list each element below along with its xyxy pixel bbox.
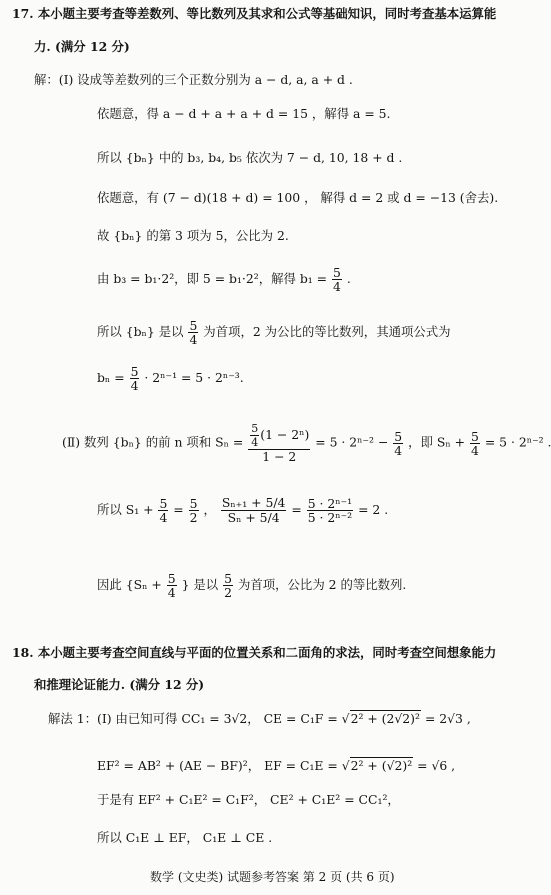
q17-line-sum: 依题意，得 a − d + a + a + d = 15 ，解得 a = 5.: [97, 106, 391, 121]
q17-line-geometric: 所以 {bₙ} 是以 $\frac{5}{4}$ 为首项，2 为公比的等比数列，其通项公式为: [97, 318, 451, 347]
q17-line-ratio: 故 {bₙ} 的第 3 项为 5，公比为 2.: [97, 228, 289, 243]
q17-line-ratio-check: 所以 S₁ + $\frac{5}{4}$ = $\frac{5}{2}$ ， $\frac{\text{Sₙ₊₁ + 5/4}}{\text{Sₙ + 5/4}}$ = $\frac{\text{5 · 2ⁿ⁻¹}}{\text{5 · 2ⁿ⁻²}}$ = 2 .: [97, 495, 389, 525]
q18-line-perpendicular: 所以 C₁E ⊥ EF， C₁E ⊥ CE .: [97, 830, 273, 845]
q17-line-solve-d: 依题意，有 (7 − d)(18 + d) = 100 ， 解得 d = 2 或 d = −13 (舍去).: [97, 190, 499, 205]
page-footer: 数学 (文史类) 试题参考答案 第 2 页 (共 6 页): [150, 870, 395, 884]
q17-heading-line2: 力. (满分 12 分): [34, 39, 130, 54]
q18-line-lengths: 解法 1：(Ⅰ) 由已知可得 CC₁ = 3√2， CE = C₁F = √2² + (2√2)² = 2√3 ,: [48, 711, 471, 726]
q18-line-ef: EF² = AB² + (AE − BF)²， EF = C₁E = √2² + (√2)² = √6 ,: [97, 758, 456, 773]
q17-line-b1: 由 b₃ = b₁·2²，即 5 = b₁·2²，解得 b₁ = $\frac{5}{4}$ .: [97, 265, 351, 294]
q17-line-terms: 所以 {bₙ} 中的 b₃, b₄, b₅ 依次为 7 − d, 10, 18 + d .: [97, 150, 403, 165]
q17-line-general-term: bₙ = $\frac{5}{4}$ · 2ⁿ⁻¹ = 5 · 2ⁿ⁻³.: [97, 364, 244, 393]
q18-heading-line2: 和推理论证能力. (满分 12 分): [34, 677, 205, 692]
q18-heading-line1: 18. 本小题主要考查空间直线与平面的位置关系和二面角的求法，同时考查空间想象能力: [12, 645, 497, 660]
q18-line-pythagoras: 于是有 EF² + C₁E² = C₁F²， CE² + C₁E² = CC₁²，: [97, 792, 400, 807]
q17-heading-line1: 17. 本小题主要考查等差数列、等比数列及其求和公式等基础知识，同时考查基本运算能: [12, 6, 497, 21]
q17-line-setup: 解：(Ⅰ) 设成等差数列的三个正数分别为 a − d, a, a + d .: [34, 72, 353, 87]
q17-line-conclusion: 因此 {Sₙ + $\frac{5}{4}$ } 是以 $\frac{5}{2}$ 为首项，公比为 2 的等比数列.: [97, 571, 407, 600]
q17-line-partial-sum: (Ⅱ) 数列 {bₙ} 的前 n 项和 Sₙ = $\frac{5}{4}$ (1 − 2ⁿ) 1 − 2 = 5 · 2ⁿ⁻² − $\frac{5}{4}$ ，即 Sₙ + $\frac{5}{4}$ = 5 · 2ⁿ⁻² .: [62, 422, 551, 464]
